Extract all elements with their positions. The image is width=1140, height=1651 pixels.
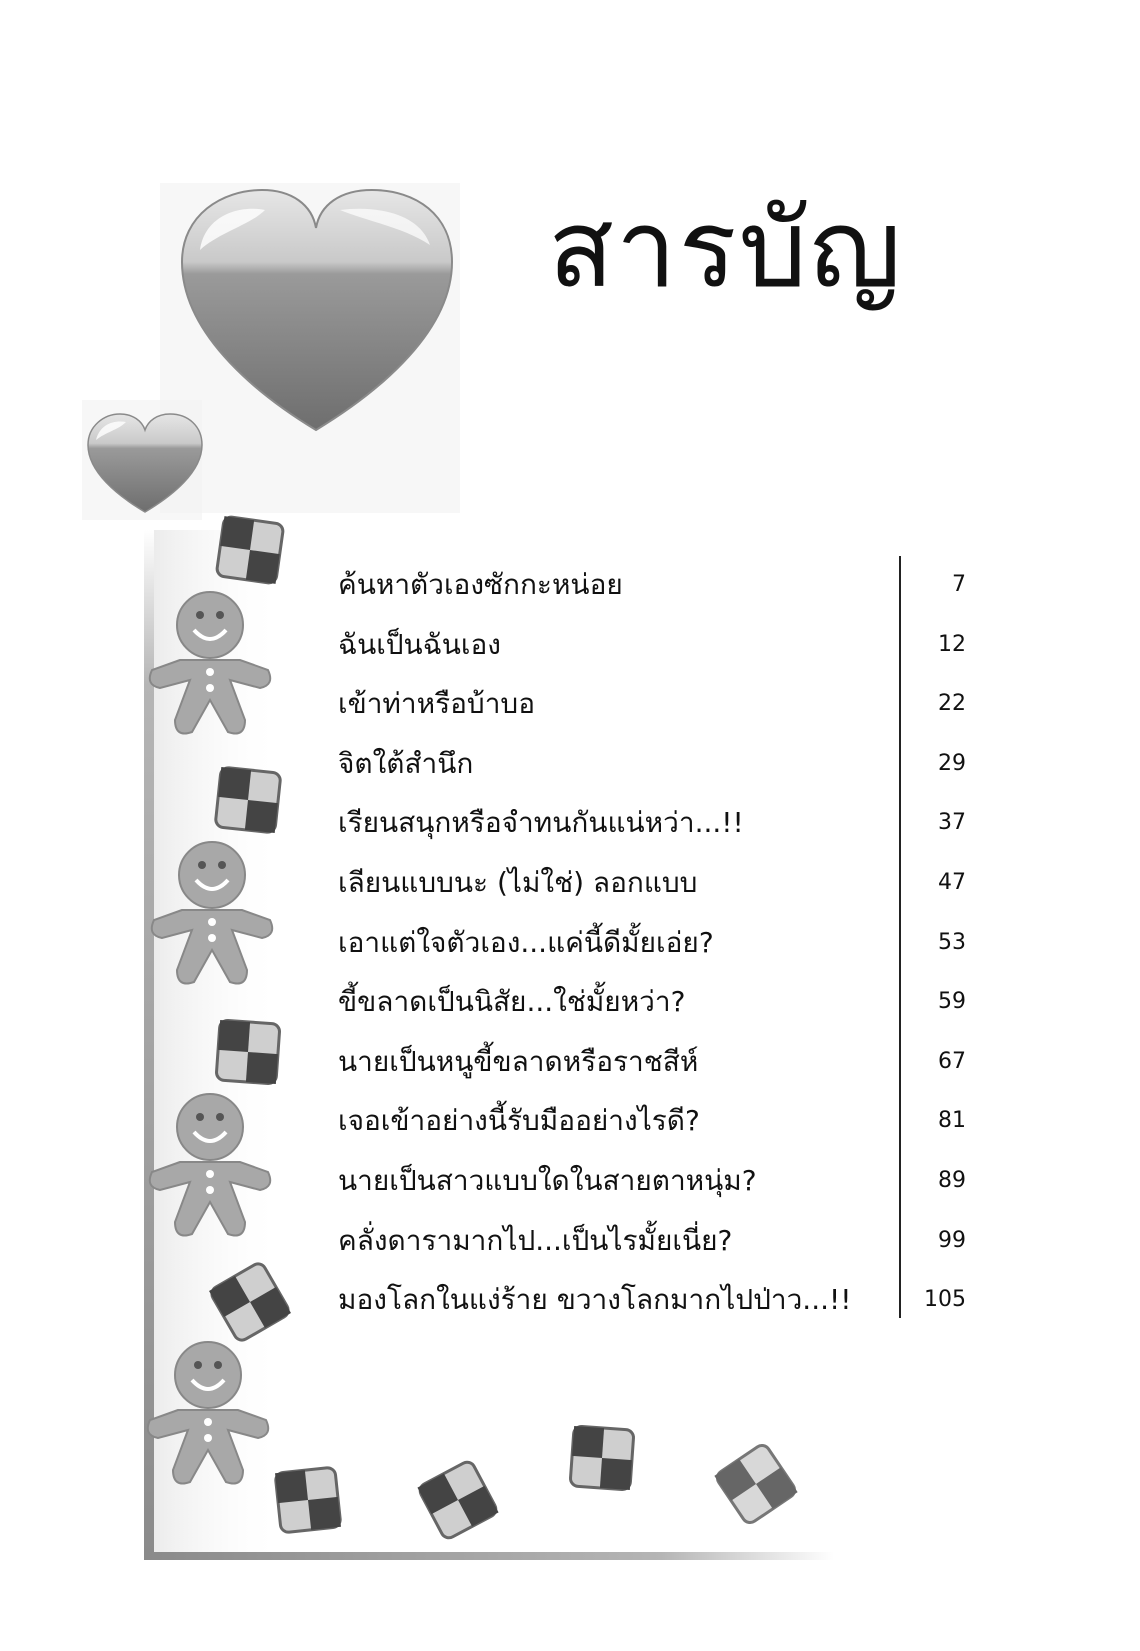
toc-entry[interactable] [0, 737, 1140, 791]
toc-entry-page-number: 67 [938, 1049, 966, 1074]
toc-entry[interactable] [0, 1035, 1140, 1089]
toc-entry-page-number: 53 [938, 930, 966, 955]
toc-entry-page-number: 29 [938, 751, 966, 776]
toc-entry[interactable] [0, 916, 1140, 970]
toc-entry[interactable] [0, 558, 1140, 612]
toc-entry-page-number: 89 [938, 1168, 966, 1193]
toc-entry-page-number: 47 [938, 870, 966, 895]
toc-entry[interactable] [0, 618, 1140, 672]
toc-entry-title: ขี้ขลาดเป็นนิสัย...ใช่มั้ยหว่า? [338, 985, 686, 1018]
toc-entry-page-number: 105 [924, 1287, 966, 1312]
toc-entry-page-number: 22 [938, 691, 966, 716]
toc-entry[interactable] [0, 1154, 1140, 1208]
toc-entry-title: นายเป็นสาวแบบใดในสายตาหนุ่ม? [338, 1164, 757, 1197]
toc-entry[interactable] [0, 1273, 1140, 1327]
toc-entry-title: ฉันเป็นฉันเอง [338, 628, 501, 661]
toc-entry-title: เข้าท่าหรือบ้าบอ [338, 687, 536, 720]
toc-entry-page-number: 99 [938, 1228, 966, 1253]
toc-entry[interactable] [0, 975, 1140, 1029]
toc-entry-title: เอาแต่ใจตัวเอง...แค่นี้ดีมั้ยเอ่ย? [338, 926, 714, 959]
toc-entry[interactable] [0, 677, 1140, 731]
toc-entry-page-number: 7 [952, 572, 966, 597]
toc-entry-page-number: 81 [938, 1108, 966, 1133]
toc-entry-title: เจอเข้าอย่างนี้รับมืออย่างไรดี? [338, 1104, 700, 1137]
toc-entry-title: ค้นหาตัวเองซักกะหน่อย [338, 568, 623, 601]
toc-entry[interactable] [0, 856, 1140, 910]
page-title: สารบัญ [548, 187, 904, 312]
toc-entry-title: นายเป็นหนูขี้ขลาดหรือราชสีห์ [338, 1045, 699, 1078]
toc-entry[interactable] [0, 796, 1140, 850]
toc-entry-title: คลั่งดารามากไป...เป็นไรมั้ยเนี่ย? [338, 1224, 733, 1257]
toc-entry-page-number: 59 [938, 989, 966, 1014]
toc-entry[interactable] [0, 1214, 1140, 1268]
toc-entry[interactable] [0, 1094, 1140, 1148]
toc-entry-page-number: 12 [938, 632, 966, 657]
toc-entry-title: มองโลกในแง่ร้าย ขวางโลกมากไปป่าว...!! [338, 1283, 852, 1316]
toc-entry-title: เรียนสนุกหรือจำทนกันแน่หว่า...!! [338, 806, 744, 839]
toc-entry-title: เลียนแบบนะ (ไม่ใช่) ลอกแบบ [338, 866, 698, 899]
toc-entry-title: จิตใต้สำนึก [338, 747, 474, 780]
toc-entry-page-number: 37 [938, 810, 966, 835]
